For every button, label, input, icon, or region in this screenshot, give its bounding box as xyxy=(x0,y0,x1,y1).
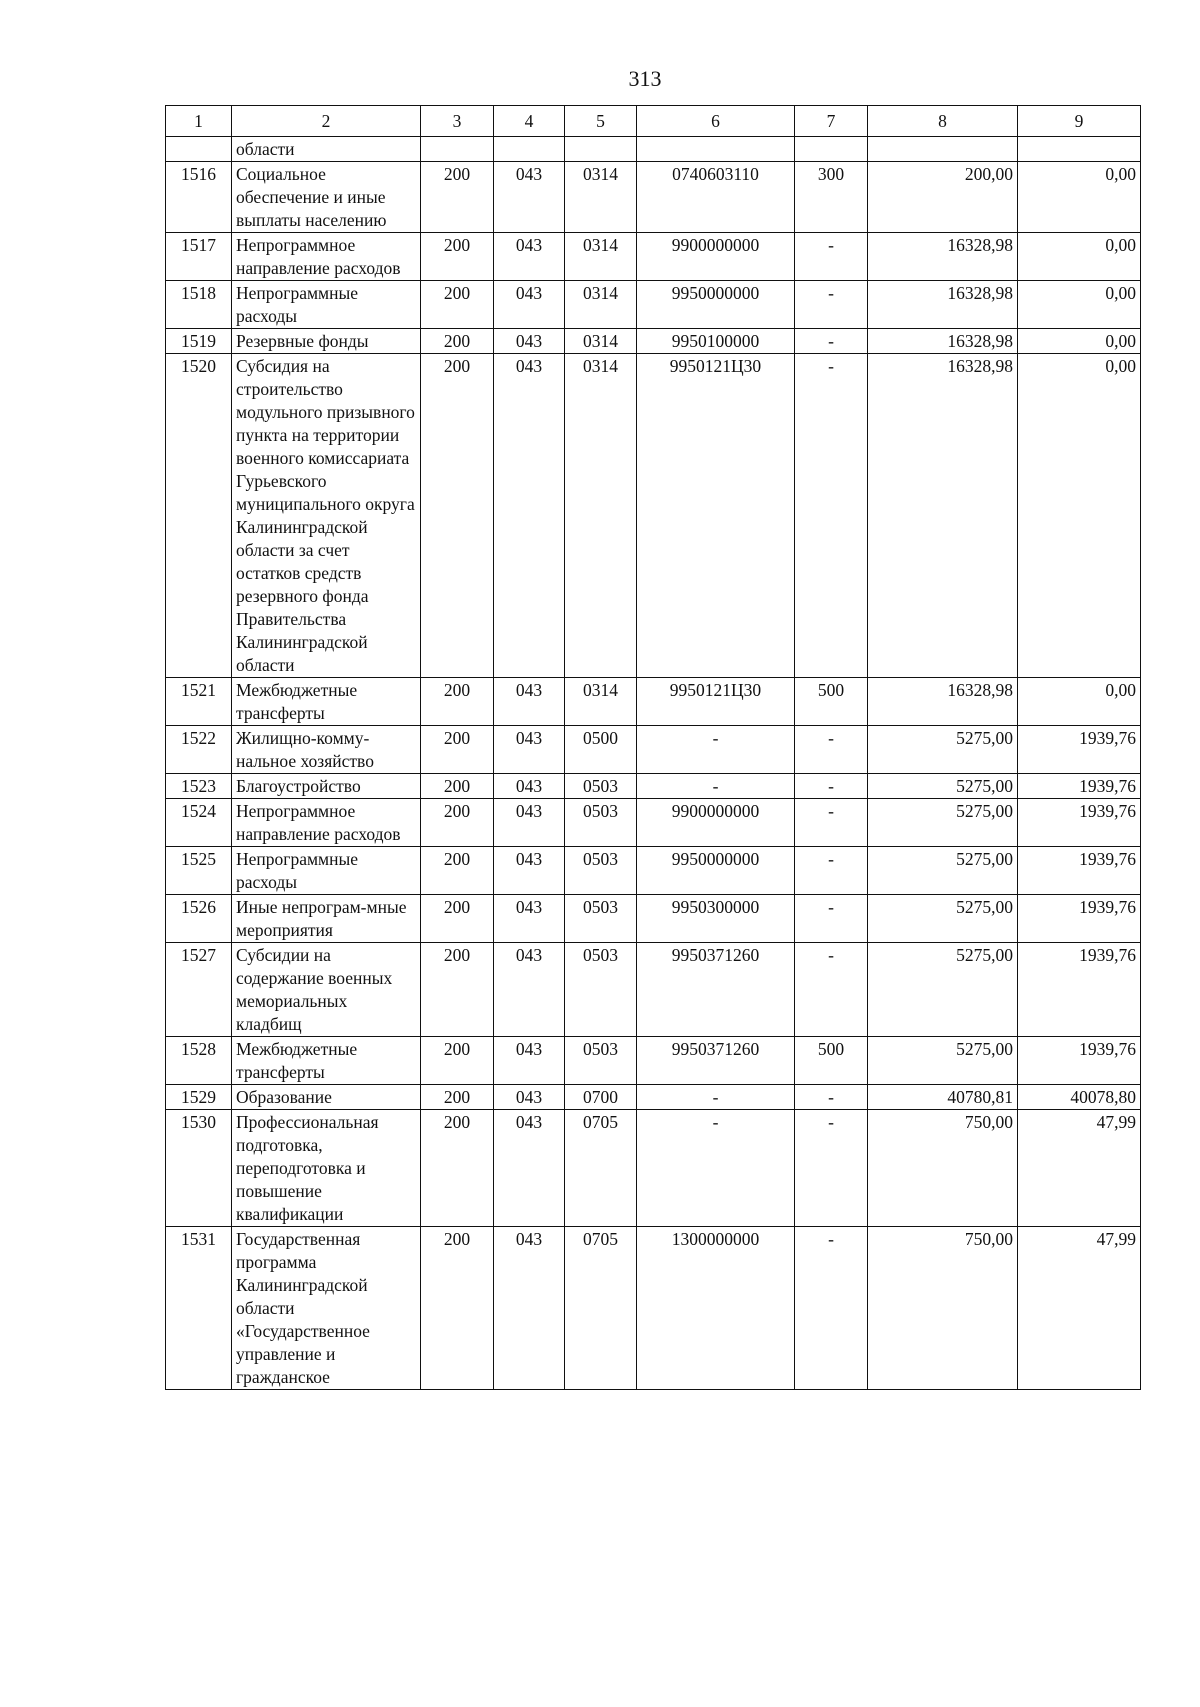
cell-col8: 5275,00 xyxy=(868,774,1018,799)
cell-col5: 0500 xyxy=(565,726,637,774)
cell-col7: - xyxy=(795,1110,868,1227)
header-row xyxy=(166,106,1141,137)
cell-col8: 750,00 xyxy=(868,1227,1018,1390)
cell-col3: 200 xyxy=(421,354,494,678)
cell-name: Резервные фонды xyxy=(232,329,421,354)
table-row xyxy=(166,1227,1141,1390)
cell-col4: 043 xyxy=(494,1037,565,1085)
cell-col6: - xyxy=(637,1085,795,1110)
cell-col6: 9950121Ц30 xyxy=(637,354,795,678)
cell-name: Благоустройство xyxy=(232,774,421,799)
cell-number: 1520 xyxy=(166,354,232,678)
cell-name: Социальное обеспечение и иные выплаты населению xyxy=(232,162,421,233)
cell-col7: - xyxy=(795,329,868,354)
cell-col5: 0314 xyxy=(565,162,637,233)
cell-col5: 0314 xyxy=(565,354,637,678)
cell-col8: 16328,98 xyxy=(868,678,1018,726)
cell-col5: 0503 xyxy=(565,847,637,895)
cell-col8: 750,00 xyxy=(868,1110,1018,1227)
cell-col5: 0503 xyxy=(565,895,637,943)
cell-col8: 40780,81 xyxy=(868,1085,1018,1110)
cell-col3: 200 xyxy=(421,678,494,726)
cell-col6: - xyxy=(637,726,795,774)
cell-number: 1517 xyxy=(166,233,232,281)
cell-name: Жилищно-комму-нальное хозяйство xyxy=(232,726,421,774)
cell-number xyxy=(166,137,232,162)
cell-col5: 0314 xyxy=(565,233,637,281)
cell-name: Субсидии на содержание военных мемориальных кладбищ xyxy=(232,943,421,1037)
table-row xyxy=(166,162,1141,233)
cell-name: Субсидия на строительство модульного призывного пункта на территории военного комиссариата Гурьевского муниципального округа Калининградской области за счет остатков средств резервного фонда Правительства Калининградской области xyxy=(232,354,421,678)
cell-name: области xyxy=(232,137,421,162)
column-header-2: 2 xyxy=(232,106,421,137)
cell-col9: 0,00 xyxy=(1018,162,1141,233)
cell-col3: 200 xyxy=(421,1037,494,1085)
cell-name: Непрограммные расходы xyxy=(232,281,421,329)
cell-col9: 0,00 xyxy=(1018,354,1141,678)
cell-col4: 043 xyxy=(494,1085,565,1110)
column-header-3: 3 xyxy=(421,106,494,137)
cell-col7: 500 xyxy=(795,678,868,726)
cell-col5: 0705 xyxy=(565,1110,637,1227)
cell-number: 1526 xyxy=(166,895,232,943)
cell-col7: - xyxy=(795,1085,868,1110)
cell-col4: 043 xyxy=(494,329,565,354)
cell-col8: 5275,00 xyxy=(868,799,1018,847)
cell-col7: - xyxy=(795,895,868,943)
cell-col6: 1300000000 xyxy=(637,1227,795,1390)
cell-col6: 9900000000 xyxy=(637,799,795,847)
cell-col6: 9950371260 xyxy=(637,1037,795,1085)
cell-col6: - xyxy=(637,774,795,799)
cell-name: Государственная программа Калининградской области «Государственное управление и гражданское xyxy=(232,1227,421,1390)
cell-col7: - xyxy=(795,847,868,895)
cell-col9: 1939,76 xyxy=(1018,847,1141,895)
table-row xyxy=(166,354,1141,678)
cell-col6: 9950371260 xyxy=(637,943,795,1037)
cell-col9: 1939,76 xyxy=(1018,943,1141,1037)
table-row xyxy=(166,1085,1141,1110)
cell-number: 1516 xyxy=(166,162,232,233)
cell-col3: 200 xyxy=(421,1110,494,1227)
cell-col9: 1939,76 xyxy=(1018,1037,1141,1085)
cell-col3: 200 xyxy=(421,1085,494,1110)
cell-col5: 0503 xyxy=(565,774,637,799)
cell-col3: 200 xyxy=(421,1227,494,1390)
cell-number: 1525 xyxy=(166,847,232,895)
cell-col8: 16328,98 xyxy=(868,281,1018,329)
table-row xyxy=(166,1037,1141,1085)
cell-number: 1529 xyxy=(166,1085,232,1110)
column-header-4: 4 xyxy=(494,106,565,137)
table-row xyxy=(166,943,1141,1037)
cell-col7: - xyxy=(795,233,868,281)
cell-number: 1530 xyxy=(166,1110,232,1227)
cell-name: Профессиональная подготовка, переподготовка и повышение квалификации xyxy=(232,1110,421,1227)
column-header-1: 1 xyxy=(166,106,232,137)
table-row xyxy=(166,895,1141,943)
page-number: 313 xyxy=(628,66,662,91)
cell-col6: 9950000000 xyxy=(637,281,795,329)
cell-col4: 043 xyxy=(494,895,565,943)
cell-col9: 0,00 xyxy=(1018,329,1141,354)
cell-col5: 0705 xyxy=(565,1227,637,1390)
table-row xyxy=(166,799,1141,847)
cell-col8: 16328,98 xyxy=(868,233,1018,281)
cell-col6: 9950100000 xyxy=(637,329,795,354)
cell-col4: 043 xyxy=(494,799,565,847)
table-row xyxy=(166,329,1141,354)
cell-number: 1519 xyxy=(166,329,232,354)
cell-col3: 200 xyxy=(421,281,494,329)
table-row xyxy=(166,847,1141,895)
cell-col6: 9950121Ц30 xyxy=(637,678,795,726)
cell-col4: 043 xyxy=(494,281,565,329)
table-row xyxy=(166,281,1141,329)
cell-number: 1523 xyxy=(166,774,232,799)
cell-number: 1522 xyxy=(166,726,232,774)
carry-over-row xyxy=(166,137,1141,162)
cell-col8: 200,00 xyxy=(868,162,1018,233)
cell-name: Образование xyxy=(232,1085,421,1110)
cell-col7: - xyxy=(795,281,868,329)
cell-col4: 043 xyxy=(494,774,565,799)
cell-col4: 043 xyxy=(494,678,565,726)
cell-col8: 16328,98 xyxy=(868,329,1018,354)
cell-col5: 0314 xyxy=(565,329,637,354)
cell-col6: 9950000000 xyxy=(637,847,795,895)
cell-col8: 5275,00 xyxy=(868,847,1018,895)
cell-col4: 043 xyxy=(494,233,565,281)
cell-number: 1521 xyxy=(166,678,232,726)
cell-name: Иные непрограм-мные мероприятия xyxy=(232,895,421,943)
cell-number: 1518 xyxy=(166,281,232,329)
cell-col9: 1939,76 xyxy=(1018,799,1141,847)
cell-col3: 200 xyxy=(421,799,494,847)
cell-col9: 1939,76 xyxy=(1018,774,1141,799)
cell-col7: 300 xyxy=(795,162,868,233)
cell-col3: 200 xyxy=(421,162,494,233)
cell-name: Межбюджетные трансферты xyxy=(232,678,421,726)
cell-col8: 5275,00 xyxy=(868,895,1018,943)
cell-col5: 0503 xyxy=(565,1037,637,1085)
cell-col4: 043 xyxy=(494,1227,565,1390)
budget-table xyxy=(165,105,1141,1390)
cell-number: 1524 xyxy=(166,799,232,847)
cell-col9: 0,00 xyxy=(1018,281,1141,329)
cell-col4: 043 xyxy=(494,354,565,678)
cell-col6: 0740603110 xyxy=(637,162,795,233)
column-header-6: 6 xyxy=(637,106,795,137)
cell-col5: 0700 xyxy=(565,1085,637,1110)
cell-col6: 9950300000 xyxy=(637,895,795,943)
cell-col4: 043 xyxy=(494,162,565,233)
cell-col9: 0,00 xyxy=(1018,233,1141,281)
cell-col9: 47,99 xyxy=(1018,1110,1141,1227)
cell-col8: 16328,98 xyxy=(868,354,1018,678)
cell-col9: 0,00 xyxy=(1018,678,1141,726)
cell-col9: 40078,80 xyxy=(1018,1085,1141,1110)
table-row xyxy=(166,726,1141,774)
cell-number: 1531 xyxy=(166,1227,232,1390)
column-header-8: 8 xyxy=(868,106,1018,137)
cell-col3: 200 xyxy=(421,329,494,354)
cell-col4: 043 xyxy=(494,943,565,1037)
cell-col7: - xyxy=(795,354,868,678)
cell-col5: 0503 xyxy=(565,799,637,847)
cell-col8: 5275,00 xyxy=(868,726,1018,774)
cell-col3: 200 xyxy=(421,233,494,281)
cell-col3: 200 xyxy=(421,895,494,943)
cell-col7: - xyxy=(795,943,868,1037)
cell-col7: 500 xyxy=(795,1037,868,1085)
cell-col3: 200 xyxy=(421,847,494,895)
cell-number: 1528 xyxy=(166,1037,232,1085)
cell-col5: 0314 xyxy=(565,281,637,329)
cell-col3: 200 xyxy=(421,774,494,799)
cell-col7: - xyxy=(795,1227,868,1390)
cell-col9: 1939,76 xyxy=(1018,895,1141,943)
column-header-7: 7 xyxy=(795,106,868,137)
cell-col9: 1939,76 xyxy=(1018,726,1141,774)
cell-name: Межбюджетные трансферты xyxy=(232,1037,421,1085)
table-row xyxy=(166,774,1141,799)
cell-name: Непрограммные расходы xyxy=(232,847,421,895)
cell-name: Непрограммное направление расходов xyxy=(232,799,421,847)
cell-col4: 043 xyxy=(494,726,565,774)
cell-col5: 0503 xyxy=(565,943,637,1037)
table-row xyxy=(166,233,1141,281)
cell-col7: - xyxy=(795,726,868,774)
cell-col4: 043 xyxy=(494,847,565,895)
cell-name: Непрограммное направление расходов xyxy=(232,233,421,281)
table-row xyxy=(166,1110,1141,1227)
cell-col7: - xyxy=(795,774,868,799)
table-body xyxy=(166,137,1141,1390)
cell-col4: 043 xyxy=(494,1110,565,1227)
cell-col3: 200 xyxy=(421,943,494,1037)
column-header-9: 9 xyxy=(1018,106,1141,137)
cell-col8: 5275,00 xyxy=(868,943,1018,1037)
cell-col6: - xyxy=(637,1110,795,1227)
cell-col8: 5275,00 xyxy=(868,1037,1018,1085)
cell-number: 1527 xyxy=(166,943,232,1037)
cell-col3: 200 xyxy=(421,726,494,774)
cell-col7: - xyxy=(795,799,868,847)
cell-col6: 9900000000 xyxy=(637,233,795,281)
column-header-5: 5 xyxy=(565,106,637,137)
cell-col5: 0314 xyxy=(565,678,637,726)
cell-col9: 47,99 xyxy=(1018,1227,1141,1390)
table-row xyxy=(166,678,1141,726)
